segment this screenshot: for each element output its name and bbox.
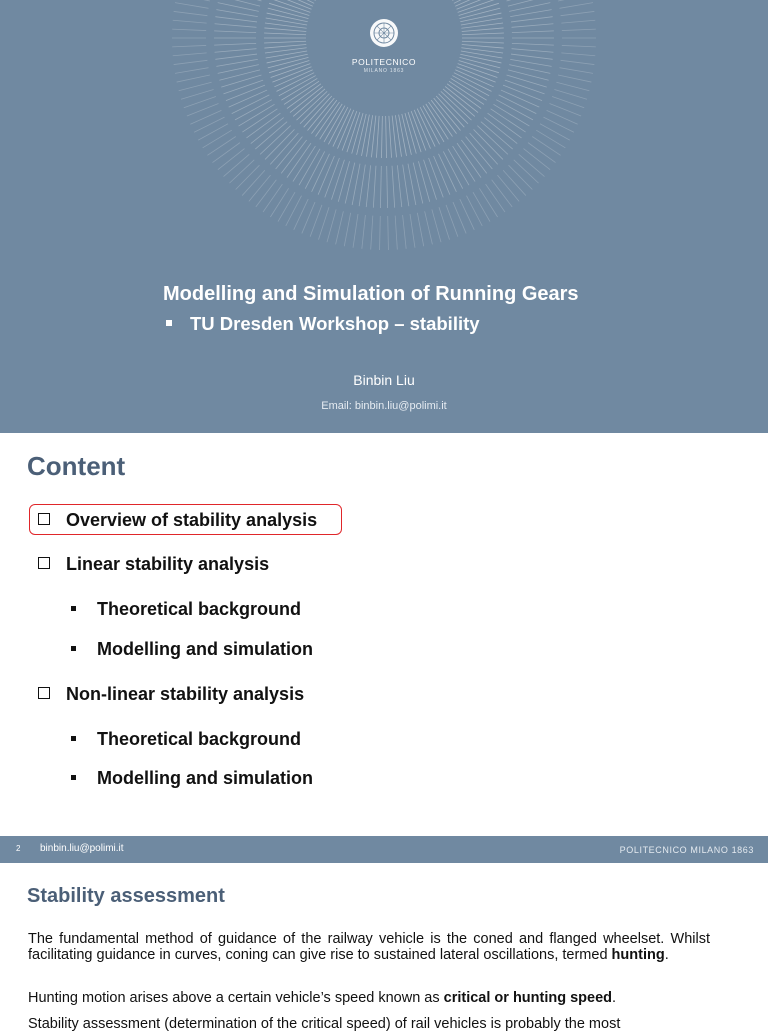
- content-item-label: Theoretical background: [97, 729, 301, 749]
- sunburst-ray: [380, 216, 381, 250]
- sunburst-ray: [181, 89, 214, 99]
- sunburst-ray: [221, 0, 261, 1]
- sunburst-ray: [399, 115, 407, 156]
- sunburst-ray: [429, 102, 453, 136]
- checkbox-bullet-icon: [38, 513, 50, 525]
- sunburst-ray: [512, 31, 554, 33]
- sunburst-ray: [562, 29, 596, 30]
- sunburst-ray: [264, 33, 306, 35]
- sunburst-ray: [410, 214, 415, 248]
- sunburst-ray: [177, 0, 210, 1]
- content-item-label: Modelling and simulation: [97, 768, 313, 788]
- sunburst-ray: [270, 133, 298, 164]
- sunburst-ray: [560, 3, 594, 9]
- sunburst-ray: [447, 84, 481, 109]
- sunburst-ray: [543, 117, 573, 132]
- paragraph-bold: hunting: [612, 947, 665, 963]
- sunburst-ray: [177, 75, 210, 82]
- sunburst-ray: [505, 80, 545, 94]
- sunburst-ray: [366, 115, 372, 157]
- sunburst-ray: [366, 165, 370, 207]
- sunburst-ray: [276, 137, 303, 169]
- footer-brand: POLITECNICO MILANO 1863: [620, 845, 754, 855]
- sunburst-ray: [479, 188, 497, 217]
- sunburst-ray: [353, 214, 358, 248]
- sunburst-ray: [481, 122, 513, 149]
- sunburst-ray: [556, 82, 589, 90]
- sunburst-ray: [331, 160, 344, 200]
- sunburst-ray: [492, 180, 513, 207]
- sunburst-ray: [194, 117, 224, 132]
- sunburst-ray: [256, 180, 277, 207]
- sunburst-ray: [173, 20, 207, 23]
- sunburst-ray: [423, 106, 444, 142]
- sunburst-ray: [561, 53, 595, 56]
- content-item-label: Theoretical background: [97, 599, 301, 619]
- slide-footer: [0, 836, 768, 863]
- sunburst-ray: [179, 82, 212, 90]
- sunburst-ray: [462, 28, 504, 32]
- sunburst-ray: [260, 126, 291, 155]
- stability-title: Stability assessment: [27, 885, 225, 908]
- sunburst-ray: [420, 107, 439, 144]
- sunburst-ray: [236, 165, 260, 189]
- sunburst-ray: [362, 215, 366, 249]
- sunburst-ray: [540, 124, 570, 140]
- sunburst-ray: [226, 85, 265, 100]
- sunburst-ray: [510, 10, 551, 17]
- content-item-linear: [38, 554, 269, 575]
- footer-email: binbin.liu@polimi.it: [40, 843, 124, 854]
- sunburst-ray: [214, 43, 256, 45]
- presentation-subtitle: [163, 311, 579, 337]
- sunburst-ray: [562, 45, 596, 46]
- sunburst-ray: [267, 13, 308, 22]
- sunburst-ray: [174, 60, 208, 64]
- sunburst-ray: [466, 137, 493, 169]
- sunburst-ray: [371, 116, 375, 158]
- sunburst-ray: [503, 85, 542, 100]
- author-email: Email: binbin.liu@polimi.it: [0, 400, 768, 412]
- square-bullet-icon: [71, 646, 76, 651]
- sunburst-ray: [216, 10, 257, 17]
- sunburst-ray: [215, 49, 257, 53]
- sunburst-ray: [286, 196, 302, 226]
- bullet-square-icon: [166, 320, 172, 326]
- sunburst-ray: [207, 137, 235, 156]
- sunburst-ray: [392, 116, 396, 158]
- sunburst-ray: [318, 207, 329, 239]
- sunburst-ray: [173, 53, 207, 56]
- politecnico-logo: [334, 18, 434, 74]
- sunburst-ray: [386, 116, 387, 158]
- sunburst-ray: [216, 59, 257, 66]
- sunburst-ray: [388, 216, 389, 250]
- sunburst-ray: [395, 115, 401, 157]
- logo-seal-icon: [369, 18, 399, 48]
- square-bullet-icon: [71, 775, 76, 780]
- sunburst-ray: [532, 137, 560, 156]
- sunburst-ray: [198, 124, 228, 140]
- sunburst-ray: [215, 17, 257, 22]
- paragraph-text: Hunting motion arises above a certain vehicle’s speed known as: [28, 990, 444, 1006]
- square-bullet-icon: [71, 736, 76, 741]
- sunburst-ray: [510, 59, 551, 66]
- sunburst-ray: [316, 102, 340, 136]
- sunburst-ray: [381, 116, 382, 158]
- sunburst-ray: [424, 160, 437, 200]
- sunburst-ray: [175, 68, 209, 74]
- sunburst-ray: [432, 209, 441, 242]
- sunburst-ray: [279, 76, 316, 96]
- sunburst-ray: [328, 107, 347, 144]
- checkbox-bullet-icon: [38, 687, 50, 699]
- sunburst-ray: [251, 118, 284, 144]
- sunburst-ray: [264, 28, 306, 32]
- content-subitem-nonlinear-theory: [71, 729, 301, 750]
- content-slide: [0, 433, 768, 836]
- sunburst-ray: [175, 3, 209, 9]
- sunburst-ray: [561, 20, 595, 23]
- sunburst-ray: [512, 43, 554, 45]
- sunburst-ray: [460, 13, 501, 22]
- sunburst-ray: [389, 116, 392, 158]
- sunburst-ray: [380, 166, 381, 208]
- sunburst-ray: [452, 76, 489, 96]
- sunburst-ray: [264, 45, 306, 49]
- sunburst-ray: [561, 60, 595, 64]
- page-number: 2: [16, 844, 20, 853]
- sunburst-ray: [338, 161, 349, 201]
- sunburst-ray: [507, 75, 547, 87]
- subtitle-text: TU Dresden Workshop – stability: [190, 313, 480, 334]
- sunburst-ray: [484, 118, 517, 144]
- sunburst-ray: [249, 175, 271, 201]
- sunburst-ray: [174, 11, 208, 15]
- logo-subtitle: MILANO 1863: [334, 68, 434, 74]
- sunburst-ray: [172, 29, 206, 30]
- title-slide: [0, 0, 768, 433]
- sunburst-ray: [523, 149, 550, 170]
- title-block: [163, 280, 579, 337]
- sunburst-ray: [224, 154, 250, 176]
- sunburst-ray: [462, 45, 504, 49]
- sunburst-ray: [327, 209, 336, 242]
- sunburst-ray: [287, 84, 321, 109]
- sunburst-ray: [265, 129, 294, 159]
- sunburst-ray: [387, 166, 388, 208]
- sunburst-ray: [509, 165, 533, 189]
- sunburst-ray: [461, 140, 486, 173]
- sunburst-ray: [511, 17, 553, 22]
- sunburst-ray: [477, 126, 508, 155]
- sunburst-ray: [497, 175, 519, 201]
- paragraph-text: .: [665, 947, 669, 963]
- sunburst-ray: [455, 0, 493, 6]
- sunburst-ray: [172, 45, 206, 46]
- sunburst-ray: [264, 41, 306, 43]
- sunburst-ray: [214, 31, 256, 33]
- sunburst-ray: [278, 192, 295, 221]
- sunburst-ray: [558, 75, 591, 82]
- stability-slide: [0, 863, 768, 1024]
- sunburst-ray: [242, 170, 265, 195]
- sunburst-ray: [434, 156, 450, 195]
- sunburst-ray: [486, 184, 505, 212]
- content-title: Content: [27, 451, 125, 482]
- sunburst-ray: [281, 140, 306, 173]
- sunburst-ray: [466, 196, 482, 226]
- sunburst-ray: [460, 199, 474, 230]
- sunburst-ray: [229, 160, 254, 183]
- sunburst-ray: [397, 165, 401, 207]
- sunburst-ray: [359, 165, 365, 207]
- sunburst-ray: [362, 115, 370, 156]
- sunburst-ray: [528, 143, 556, 163]
- sunburst-ray: [318, 156, 334, 195]
- sunburst-ray: [395, 216, 397, 250]
- content-item-label: Modelling and simulation: [97, 639, 313, 659]
- sunburst-ray: [560, 68, 594, 74]
- sunburst-ray: [403, 215, 407, 249]
- sunburst-ray: [263, 184, 282, 212]
- square-bullet-icon: [71, 606, 76, 611]
- sunburst-ray: [221, 75, 261, 87]
- content-subitem-nonlinear-modelling: [71, 768, 313, 789]
- sunburst-ray: [439, 207, 450, 239]
- sunburst-ray: [512, 24, 554, 28]
- sunburst-ray: [344, 213, 350, 246]
- paragraph-text: The fundamental method of guidance of the railway vehicle is the coned and flanged wheelset. Whilst facilitating guidance in curves, coning can give rise to sustained lateral oscillations, termed: [28, 931, 710, 963]
- sunburst-ray: [417, 213, 423, 246]
- sunburst-ray: [503, 170, 526, 195]
- sunburst-ray: [371, 216, 373, 250]
- content-item-label: Non-linear stability analysis: [66, 684, 304, 704]
- sunburst-ray: [462, 33, 504, 35]
- sunburst-ray: [376, 116, 379, 158]
- sunburst-ray: [325, 158, 340, 197]
- sunburst-ray: [429, 158, 444, 197]
- sunburst-ray: [561, 11, 595, 15]
- sunburst-ray: [218, 149, 245, 170]
- sunburst-ray: [508, 0, 549, 6]
- paragraph-hunting: [28, 990, 710, 1006]
- paragraph-bold: critical or hunting speed: [444, 990, 612, 1006]
- sunburst-ray: [267, 54, 308, 63]
- sunburst-ray: [215, 24, 257, 28]
- content-item-overview: [38, 510, 317, 531]
- sunburst-ray: [414, 110, 430, 149]
- sunburst-ray: [519, 154, 545, 176]
- sunburst-ray: [274, 0, 312, 6]
- sunburst-ray: [511, 54, 553, 59]
- sunburst-ray: [403, 165, 409, 207]
- sunburst-ray: [460, 54, 501, 63]
- sunburst-ray: [336, 211, 344, 244]
- content-item-label: Linear stability analysis: [66, 554, 269, 574]
- sunburst-ray: [473, 192, 490, 221]
- sunburst-ray: [392, 166, 395, 208]
- sunburst-ray: [514, 160, 539, 183]
- sunburst-ray: [507, 0, 547, 1]
- sunburst-ray: [223, 80, 263, 94]
- paragraph-text: Stability assessment (determination of the critical speed) of rail vehicles is probably the most: [28, 1016, 620, 1032]
- content-item-nonlinear: [38, 684, 304, 705]
- sunburst-ray: [554, 89, 587, 99]
- sunburst-ray: [431, 100, 456, 133]
- sunburst-ray: [462, 41, 504, 43]
- sunburst-ray: [470, 133, 498, 164]
- sunburst-ray: [512, 49, 554, 53]
- sunburst-ray: [219, 0, 260, 6]
- sunburst-ray: [373, 166, 376, 208]
- sunburst-ray: [270, 188, 288, 217]
- presentation-title: Modelling and Simulation of Running Gears: [163, 280, 579, 308]
- logo-name: POLITECNICO: [334, 57, 434, 67]
- sunburst-ray: [558, 0, 591, 1]
- sunburst-ray: [474, 129, 503, 159]
- sunburst-ray: [337, 110, 353, 149]
- author-name: Binbin Liu: [0, 372, 768, 388]
- sunburst-ray: [203, 130, 232, 148]
- paragraph-text: .: [612, 990, 616, 1006]
- sunburst-ray: [536, 130, 565, 148]
- content-subitem-linear-modelling: [71, 639, 313, 660]
- sunburst-ray: [324, 106, 345, 142]
- sunburst-ray: [215, 54, 257, 59]
- sunburst-ray: [255, 122, 287, 149]
- sunburst-ray: [425, 211, 433, 244]
- sunburst-ray: [418, 161, 429, 201]
- checkbox-bullet-icon: [38, 557, 50, 569]
- sunburst-ray: [212, 143, 240, 163]
- paragraph-guidance: [28, 931, 710, 963]
- paragraph-critical-speed: [28, 1016, 710, 1032]
- content-item-label: Overview of stability analysis: [66, 510, 317, 530]
- sunburst-ray: [311, 100, 336, 133]
- content-subitem-linear-theory: [71, 599, 301, 620]
- sunburst-ray: [294, 199, 308, 230]
